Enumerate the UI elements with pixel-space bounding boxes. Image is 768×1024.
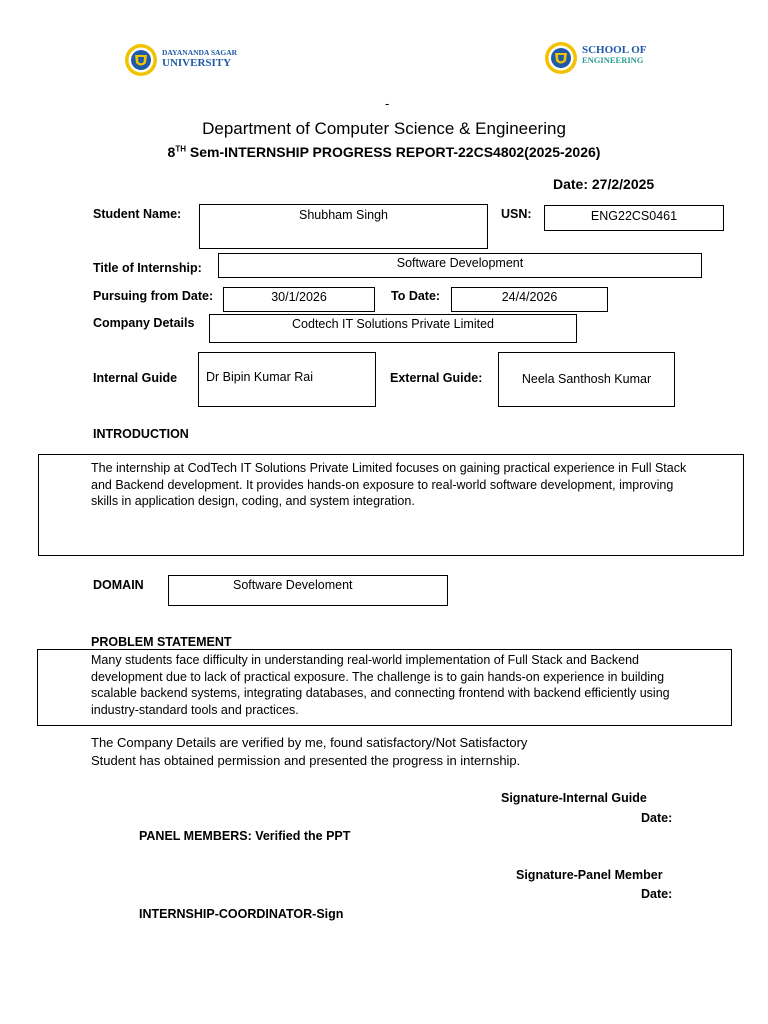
- verification-line-1: The Company Details are verified by me, found satisfactory/Not Satisfactory: [91, 735, 528, 750]
- title-value: Software Development: [396, 256, 524, 270]
- domain-value: Software Develoment: [233, 578, 353, 592]
- external-guide-label: External Guide:: [390, 371, 483, 385]
- internal-guide-signature-date: Date:: [641, 811, 673, 825]
- introduction-box: [38, 454, 744, 556]
- to-date-label: To Date:: [391, 289, 441, 303]
- from-date-label: Pursuing from Date:: [93, 289, 214, 303]
- report-date: Date: 27/2/2025: [553, 176, 655, 192]
- title-field: [218, 253, 702, 278]
- to-date-value: 24/4/2026: [501, 290, 558, 304]
- introduction-heading: INTRODUCTION: [93, 427, 189, 441]
- internal-guide-signature: Signature-Internal Guide: [501, 791, 647, 805]
- panel-members-line: PANEL MEMBERS: Verified the PPT: [139, 829, 351, 843]
- student-name-value: Shubham Singh: [299, 208, 388, 222]
- internal-guide-value: Dr Bipin Kumar Rai: [206, 370, 313, 384]
- report-sem-number: 8: [167, 144, 176, 160]
- introduction-text: The internship at CodTech IT Solutions Private Limited focuses on gaining practical experience in Full Stack and Backend development. It provides hands-on exposure to real-world software development, improving skills in application design, coding, and system integration.: [91, 461, 687, 508]
- verification-line-2: Student has obtained permission and presented the progress in internship.: [91, 753, 521, 768]
- external-guide-value: Neela Santhosh Kumar: [521, 372, 652, 386]
- to-date-field: [451, 287, 608, 312]
- usn-value: ENG22CS0461: [590, 209, 678, 223]
- usn-label: USN:: [501, 207, 532, 221]
- department-title: Department of Computer Science & Engineering: [202, 119, 566, 138]
- domain-field: [168, 575, 448, 606]
- school-logo-line1: SCHOOL OF: [582, 44, 647, 56]
- student-name-label: Student Name:: [93, 207, 182, 221]
- report-title-text: Sem-INTERNSHIP PROGRESS REPORT-22CS4802(2025-2026): [186, 144, 601, 160]
- header-dash: -: [385, 96, 390, 111]
- usn-field: [544, 205, 724, 231]
- university-seal-icon: [124, 43, 158, 77]
- school-logo-line2: ENGINEERING: [582, 55, 644, 65]
- from-date-field: [223, 287, 375, 312]
- panel-member-signature-date: Date:: [641, 887, 673, 901]
- company-value: Codtech IT Solutions Private Limited: [292, 317, 494, 331]
- student-name-field: [199, 204, 488, 249]
- report-sem-suffix: TH: [175, 144, 186, 154]
- university-logo-line2: UNIVERSITY: [162, 57, 232, 69]
- problem-box: [37, 649, 732, 726]
- title-label: Title of Internship:: [93, 261, 202, 275]
- company-label: Company Details: [93, 316, 195, 330]
- report-title: [0, 144, 768, 160]
- domain-heading: DOMAIN: [93, 578, 144, 592]
- internal-guide-field: [198, 352, 376, 407]
- external-guide-field: [498, 352, 675, 407]
- company-field: [209, 314, 577, 343]
- problem-text: Many students face difficulty in understanding real-world implementation of Full Stack and Backend development due to lack of practical exposure. The challenge is to gain hands-on experience in building scalable backend systems, integrating databases, and connecting frontend with backend efficiently using industry-standard tools and practices.: [91, 653, 670, 717]
- from-date-value: 30/1/2026: [271, 290, 327, 304]
- panel-member-signature: Signature-Panel Member: [516, 868, 663, 882]
- coordinator-signature: INTERNSHIP-COORDINATOR-Sign: [139, 907, 344, 921]
- university-logo-line1: DAYANANDA SAGAR: [162, 48, 238, 57]
- problem-heading: PROBLEM STATEMENT: [91, 635, 232, 649]
- internal-guide-label: Internal Guide: [93, 371, 178, 385]
- school-seal-icon: [544, 41, 578, 75]
